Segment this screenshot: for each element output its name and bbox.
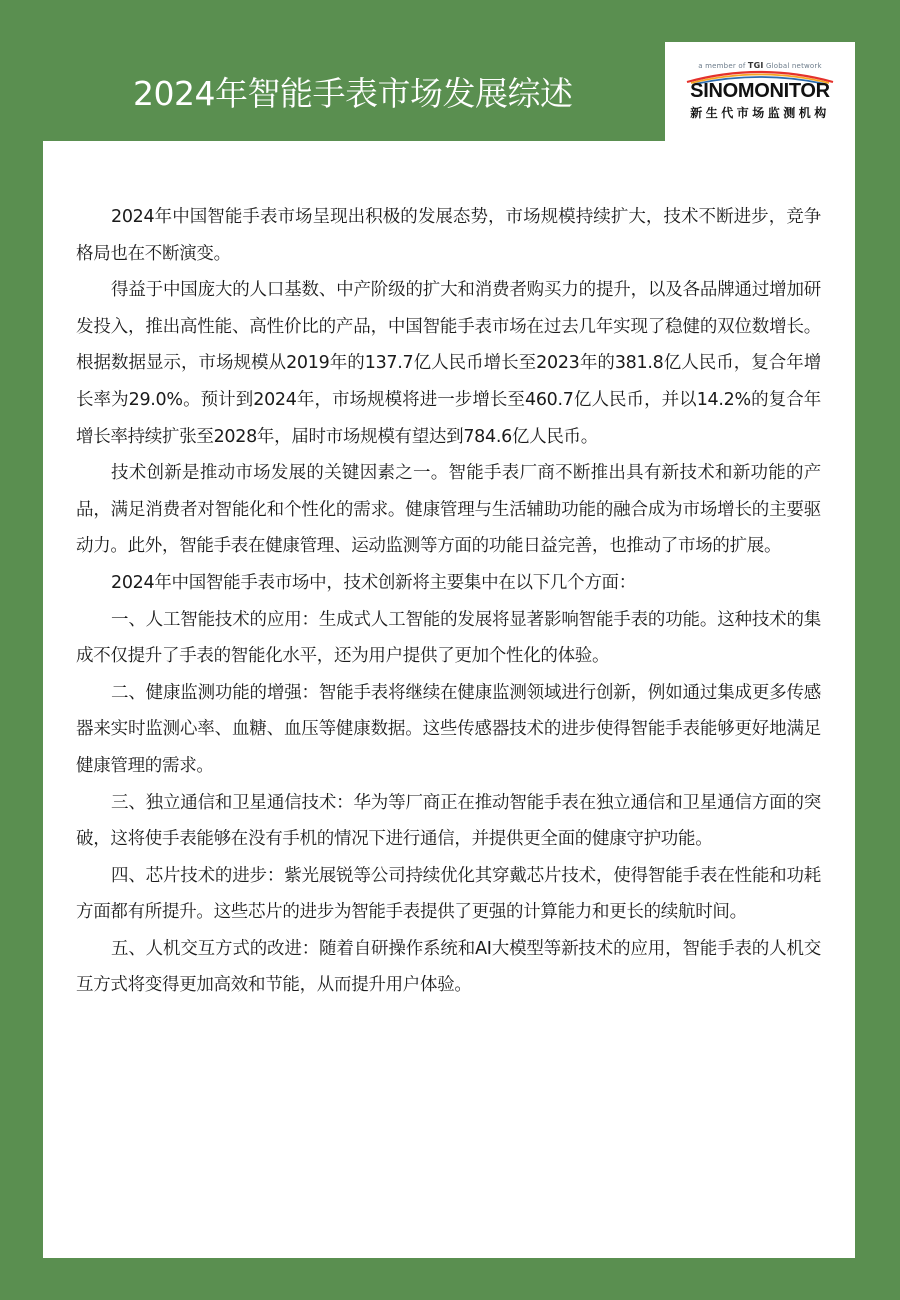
- sinomonitor-logo: [665, 42, 855, 141]
- logo-chinese-name: 新生代市场监测机构: [690, 106, 830, 120]
- paragraph-market-size: 得益于中国庞大的人口基数、中产阶级的扩大和消费者购买力的提升，以及各品牌通过增加研发投入，推出高性能、高性价比的产品，中国智能手表市场在过去几年实现了稳健的双位数增长。根据数据显示，市场规模从2019年的137.7亿人民币增长至2023年的381.8亿人民币，复合年增长率为29.0%。预计到2024年，市场规模将进一步增长至460.7亿人民币，并以14.2%的复合年增长率持续扩张至2028年，届时市场规模有望达到784.6亿人民币。: [76, 280, 821, 447]
- content-card: [43, 141, 855, 1258]
- paragraph-health: 二、健康监测功能的增强：智能手表将继续在健康监测领域进行创新，例如通过集成更多传感器来实时监测心率、血糖、血压等健康数据。这些传感器技术的进步使得智能手表能够更好地满足健康管理的需求。: [76, 682, 821, 776]
- paragraph-tech-innovation: 技术创新是推动市场发展的关键因素之一。智能手表厂商不断推出具有新技术和新功能的产品，满足消费者对智能化和个性化的需求。健康管理与生活辅助功能的融合成为市场增长的主要驱动力。此外，智能手表在健康管理、运动监测等方面的功能日益完善，也推动了市场的扩展。: [76, 463, 821, 557]
- paragraph-focus-areas: 2024年中国智能手表市场中，技术创新将主要集中在以下几个方面：: [111, 572, 636, 593]
- logo-name: SINOMONITOR: [690, 80, 830, 102]
- logo-tagline-brand: TGI: [747, 61, 764, 70]
- paragraph-ai: 一、人工智能技术的应用：生成式人工智能的发展将显著影响智能手表的功能。这种技术的集成不仅提升了手表的智能化水平，还为用户提供了更加个性化的体验。: [76, 609, 821, 667]
- logo-tagline-suffix: Global network: [765, 62, 822, 70]
- page-title: 2024年智能手表市场发展综述: [133, 74, 573, 113]
- article-body: [76, 199, 821, 1004]
- logo-tagline-prefix: a member of: [698, 62, 746, 70]
- paragraph-intro: 2024年中国智能手表市场呈现出积极的发展态势，市场规模持续扩大，技术不断进步，竞争格局也在不断演变。: [76, 207, 821, 264]
- paragraph-chip: 四、芯片技术的进步：紫光展锐等公司持续优化其穿戴芯片技术，使得智能手表在性能和功耗方面都有所提升。这些芯片的进步为智能手表提供了更强的计算能力和更长的续航时间。: [76, 865, 821, 923]
- paragraph-interaction: 五、人机交互方式的改进：随着自研操作系统和AI大模型等新技术的应用，智能手表的人机交互方式将变得更加高效和节能，从而提升用户体验。: [76, 938, 821, 996]
- paragraph-communication: 三、独立通信和卫星通信技术：华为等厂商正在推动智能手表在独立通信和卫星通信方面的突破，这将使手表能够在没有手机的情况下进行通信，并提供更全面的健康守护功能。: [76, 792, 821, 850]
